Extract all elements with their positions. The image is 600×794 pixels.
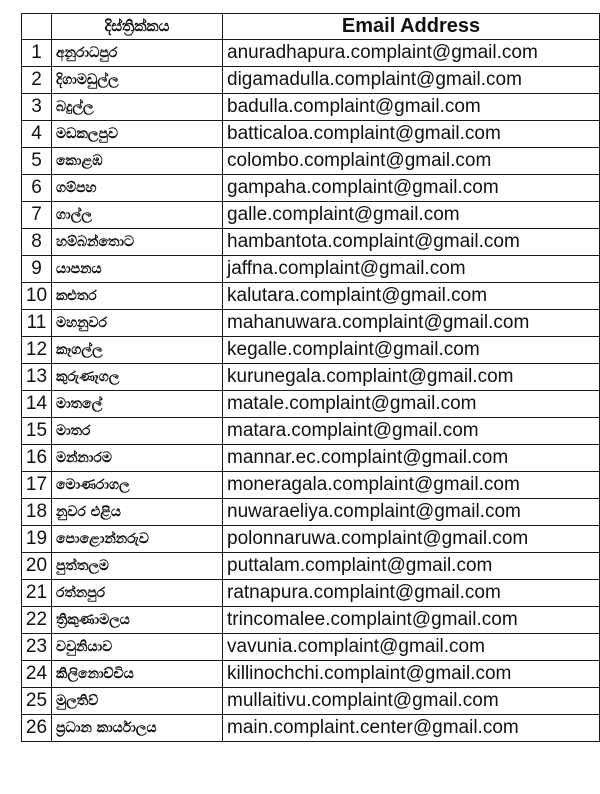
table-row (22, 688, 600, 715)
row-number: 12 (22, 337, 52, 364)
district-name: නුවර එළිය (52, 499, 223, 526)
email-address: nuwaraeliya.complaint@gmail.com (223, 499, 600, 526)
row-number: 19 (22, 526, 52, 553)
district-name: ත්‍රිකුණාමලය (52, 607, 223, 634)
table-row (22, 580, 600, 607)
email-address: digamadulla.complaint@gmail.com (223, 67, 600, 94)
table-row (22, 148, 600, 175)
email-address: kegalle.complaint@gmail.com (223, 337, 600, 364)
table-row (22, 229, 600, 256)
email-address: main.complaint.center@gmail.com (223, 715, 600, 742)
district-name: වවුනියාව (52, 634, 223, 661)
header-email: Email Address (223, 14, 600, 40)
row-number: 7 (22, 202, 52, 229)
email-address: trincomalee.complaint@gmail.com (223, 607, 600, 634)
row-number: 17 (22, 472, 52, 499)
row-number: 24 (22, 661, 52, 688)
email-address: colombo.complaint@gmail.com (223, 148, 600, 175)
table-row (22, 445, 600, 472)
row-number: 10 (22, 283, 52, 310)
table-row (22, 40, 600, 67)
district-name: මන්නාරම (52, 445, 223, 472)
email-address: gampaha.complaint@gmail.com (223, 175, 600, 202)
district-name: මඩකලපුව (52, 121, 223, 148)
email-address: ratnapura.complaint@gmail.com (223, 580, 600, 607)
table-row (22, 661, 600, 688)
email-address: batticaloa.complaint@gmail.com (223, 121, 600, 148)
email-address: kalutara.complaint@gmail.com (223, 283, 600, 310)
district-name: දිගාමඩුල්ල (52, 67, 223, 94)
email-address: vavunia.complaint@gmail.com (223, 634, 600, 661)
row-number: 6 (22, 175, 52, 202)
email-address: mahanuwara.complaint@gmail.com (223, 310, 600, 337)
header-number (22, 14, 52, 40)
row-number: 20 (22, 553, 52, 580)
table-row (22, 418, 600, 445)
email-address: mannar.ec.complaint@gmail.com (223, 445, 600, 472)
district-name: යාපනය (52, 256, 223, 283)
table-row (22, 337, 600, 364)
table-row (22, 526, 600, 553)
row-number: 14 (22, 391, 52, 418)
row-number: 9 (22, 256, 52, 283)
email-address: killinochchi.complaint@gmail.com (223, 661, 600, 688)
row-number: 11 (22, 310, 52, 337)
row-number: 8 (22, 229, 52, 256)
table-row (22, 634, 600, 661)
district-name: බදුල්ල (52, 94, 223, 121)
email-address: puttalam.complaint@gmail.com (223, 553, 600, 580)
row-number: 18 (22, 499, 52, 526)
row-number: 15 (22, 418, 52, 445)
email-address: hambantota.complaint@gmail.com (223, 229, 600, 256)
row-number: 22 (22, 607, 52, 634)
table-row (22, 472, 600, 499)
district-name: කොළඹ (52, 148, 223, 175)
district-name: කෑගල්ල (52, 337, 223, 364)
row-number: 26 (22, 715, 52, 742)
row-number: 13 (22, 364, 52, 391)
district-name: පුත්තලම (52, 553, 223, 580)
district-name: මොණරාගල (52, 472, 223, 499)
table-row (22, 553, 600, 580)
district-name: මාතර (52, 418, 223, 445)
email-address: polonnaruwa.complaint@gmail.com (223, 526, 600, 553)
email-address: badulla.complaint@gmail.com (223, 94, 600, 121)
row-number: 4 (22, 121, 52, 148)
email-address: jaffna.complaint@gmail.com (223, 256, 600, 283)
row-number: 21 (22, 580, 52, 607)
row-number: 2 (22, 67, 52, 94)
district-name: මහනුවර (52, 310, 223, 337)
table-row (22, 202, 600, 229)
table-row (22, 121, 600, 148)
table-row (22, 67, 600, 94)
district-name: කිලිනොච්චිය (52, 661, 223, 688)
table-row (22, 607, 600, 634)
row-number: 23 (22, 634, 52, 661)
table-row (22, 175, 600, 202)
district-name: මාතලේ (52, 391, 223, 418)
district-name: හම්බන්තොට (52, 229, 223, 256)
district-name: ගම්පහ (52, 175, 223, 202)
table-row (22, 391, 600, 418)
header-district: දිස්ත්‍රික්කය (52, 14, 223, 40)
email-address: moneragala.complaint@gmail.com (223, 472, 600, 499)
district-name: ප්‍රධාන කාර්යාලය (52, 715, 223, 742)
district-name: රත්නපුර (52, 580, 223, 607)
email-address: mullaitivu.complaint@gmail.com (223, 688, 600, 715)
table-row (22, 364, 600, 391)
email-address: matale.complaint@gmail.com (223, 391, 600, 418)
row-number: 25 (22, 688, 52, 715)
email-address: matara.complaint@gmail.com (223, 418, 600, 445)
district-name: අනුරාධපුර (52, 40, 223, 67)
header-row (22, 14, 600, 40)
district-name: පොළොන්නරුව (52, 526, 223, 553)
email-address: galle.complaint@gmail.com (223, 202, 600, 229)
district-name: කුරුණෑගල (52, 364, 223, 391)
email-address: kurunegala.complaint@gmail.com (223, 364, 600, 391)
table-row (22, 310, 600, 337)
table-row (22, 94, 600, 121)
district-name: කළුතර (52, 283, 223, 310)
row-number: 16 (22, 445, 52, 472)
district-name: ගාල්ල (52, 202, 223, 229)
table-row (22, 499, 600, 526)
district-name: මුලතිව් (52, 688, 223, 715)
table-row (22, 283, 600, 310)
row-number: 5 (22, 148, 52, 175)
district-email-table (21, 13, 600, 742)
row-number: 1 (22, 40, 52, 67)
email-table-container (21, 13, 599, 742)
table-row (22, 715, 600, 742)
row-number: 3 (22, 94, 52, 121)
table-row (22, 256, 600, 283)
table-body (22, 40, 600, 742)
email-address: anuradhapura.complaint@gmail.com (223, 40, 600, 67)
